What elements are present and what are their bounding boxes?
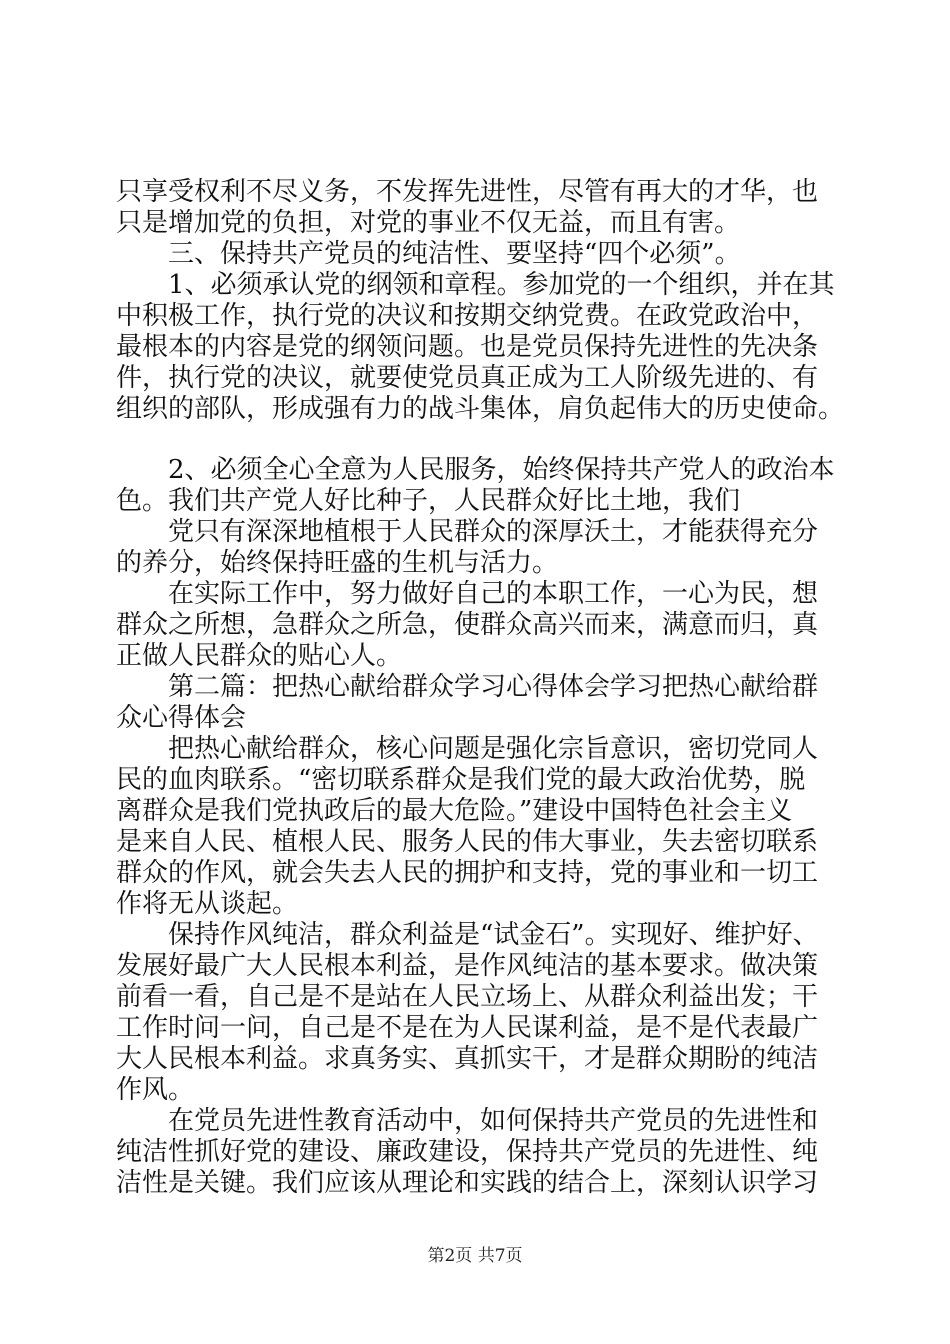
- paragraph-line: 大人民根本利益。求真务实、真抓实干，才是群众期盼的纯洁: [116, 1044, 819, 1074]
- paragraph-line: 纯洁性抓好党的建设、廉政建设，保持共产党员的先进性、纯: [116, 1137, 819, 1167]
- paragraph-line: 2、必须全心全意为人民服务，始终保持共产党人的政治本: [168, 455, 835, 485]
- paragraph-line: 组织的部队，形成强有力的战斗集体，肩负起伟大的历史使命。: [116, 394, 845, 424]
- paragraph-line: 色。我们共产党人好比种子，人民群众好比土地，我们: [116, 486, 741, 516]
- paragraph-line: 党只有深深地植根于人民群众的深厚沃土，才能获得充分: [168, 517, 819, 547]
- paragraph-line: 只享受权利不尽义务，不发挥先进性，尽管有再大的才华，也: [116, 177, 819, 207]
- paragraph-line: 洁性是关键。我们应该从理论和实践的结合上，深刻认识学习: [116, 1168, 819, 1198]
- paragraph-line: 前看一看，自己是不是站在人民立场上、从群众利益出发；干: [116, 982, 819, 1012]
- paragraph-line: 作风。: [116, 1075, 195, 1105]
- paragraph-line: 作将无从谈起。: [116, 889, 299, 919]
- paragraph-line: 在实际工作中，努力做好自己的本职工作，一心为民，想: [168, 579, 819, 609]
- paragraph-line: 在党员先进性教育活动中，如何保持共产党员的先进性和: [168, 1106, 819, 1136]
- paragraph-line: 民的血肉联系。“密切联系群众是我们党的最大政治优势，脱: [116, 765, 806, 795]
- paragraph-line: 1、必须承认党的纲领和章程。参加党的一个组织，并在其: [168, 270, 835, 300]
- paragraph-line: 把热心献给群众，核心问题是强化宗旨意识，密切党同人: [168, 734, 819, 764]
- chapter-title: 第二篇：把热心献给群众学习心得体会学习把热心献给群: [168, 672, 819, 702]
- paragraph-line: 最根本的内容是党的纲领问题。也是党员保持先进性的先决条: [116, 332, 819, 362]
- paragraph-line: 保持作风纯洁，群众利益是“试金石”。实现好、维护好、: [168, 920, 819, 950]
- paragraph-line: 发展好最广大人民根本利益，是作风纯洁的基本要求。做决策: [116, 951, 819, 981]
- paragraph-line: 中积极工作，执行党的决议和按期交纳党费。在政党政治中，: [116, 301, 819, 331]
- page-footer: 第2页 共7页: [427, 1246, 523, 1266]
- paragraph-line: 工作时问一问，自己是不是在为人民谋利益，是不是代表最广: [116, 1013, 819, 1043]
- paragraph-line: 群众的作风，就会失去人民的拥护和支持，党的事业和一切工: [116, 858, 819, 888]
- paragraph-line: 的养分，始终保持旺盛的生机与活力。: [116, 548, 559, 578]
- section-heading: 三、保持共产党员的纯洁性、要坚持“四个必须”。: [168, 239, 741, 269]
- paragraph-line: 群众之所想，急群众之所急，使群众高兴而来，满意而归，真: [116, 610, 819, 640]
- paragraph-line: 是来自人民、植根人民、服务人民的伟大事业，失去密切联系: [116, 827, 819, 857]
- paragraph-line: 只是增加党的负担，对党的事业不仅无益，而且有害。: [116, 208, 741, 238]
- paragraph-line: 件，执行党的决议，就要使党员真正成为工人阶级先进的、有: [116, 363, 819, 393]
- chapter-title: 众心得体会: [116, 703, 247, 733]
- paragraph-line: 离群众是我们党执政后的最大危险。”建设中国特色社会主义: [116, 796, 793, 826]
- paragraph-line: 正做人民群众的贴心人。: [116, 641, 403, 671]
